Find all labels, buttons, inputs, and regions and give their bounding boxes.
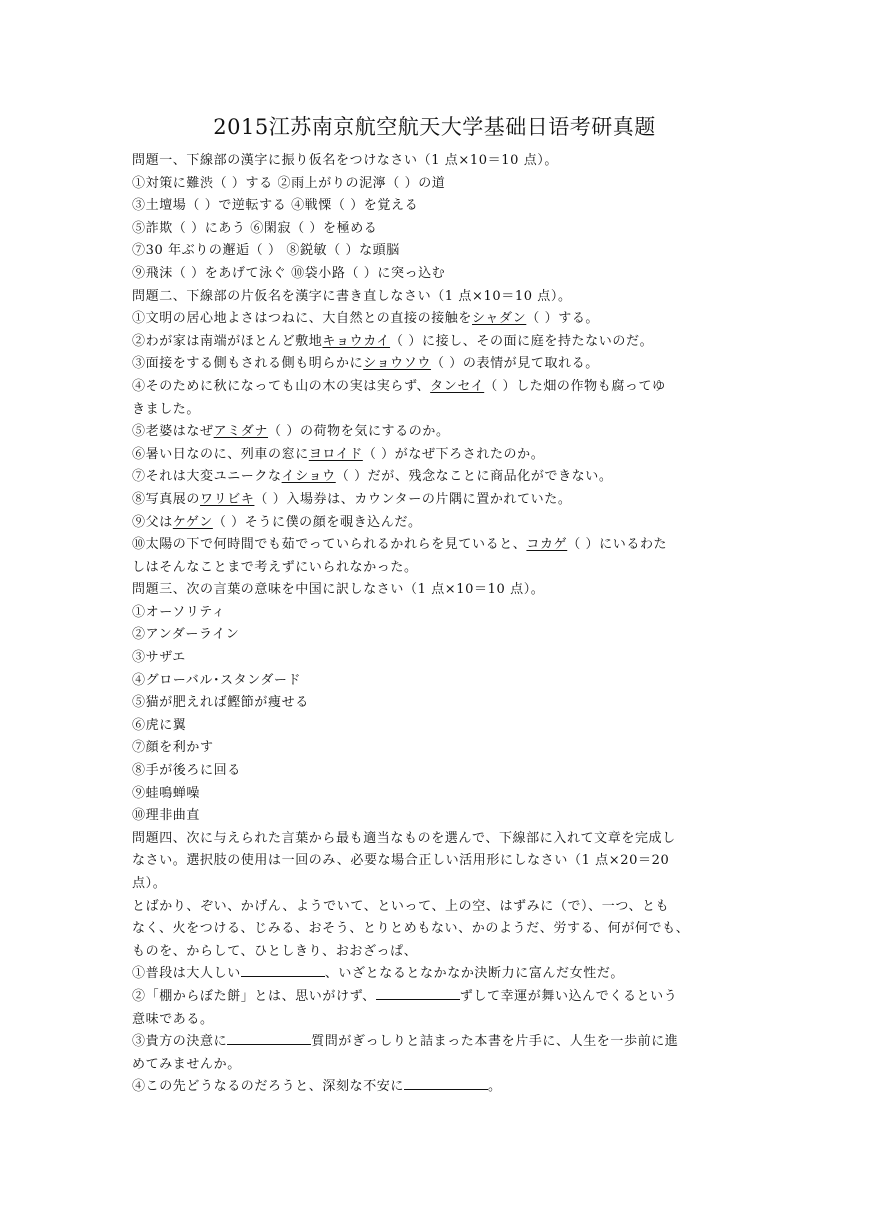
q3-item: ③サザエ: [132, 650, 186, 666]
q2-item-underlined-word: コカゲ: [526, 537, 568, 553]
q4-item-post: 。: [488, 1079, 502, 1095]
q2-item-continuation: [132, 399, 744, 422]
q2-item-underlined-word: ショウソウ: [363, 356, 431, 372]
q3-item: ⑤猫が肥えれば鰹節が痩せる: [132, 695, 309, 711]
q2-item-post: （ ）そうに僕の顔を覗き込んだ。: [212, 514, 422, 530]
q1-item-line: ⑤詐欺（ ）にあう ⑥閑寂（ ）を極める: [132, 220, 378, 236]
q2-item-pre: しはそんなことまで考えずにいられなかった。: [132, 559, 418, 575]
q4-choice-list: とばかり、ぞい、かげん、ようでいて、といって、上の空、はずみに（で）、一つ、とも: [132, 898, 670, 914]
q2-item: [132, 466, 744, 489]
q3-item: ⑨蛙鳴蝉噪: [132, 785, 201, 801]
q2-item-post: （ ）だが、残念なことに商品化ができない。: [335, 469, 613, 485]
q2-item: [132, 421, 744, 444]
q3-item: ④グローバル･スタンダード: [132, 672, 302, 688]
q2-item: [132, 444, 744, 467]
q2-item: [132, 534, 744, 557]
q2-item-post: （ ）に接し、その面に庭を持たないのだ。: [390, 333, 654, 349]
q2-item-post: （ ）する。: [526, 311, 600, 327]
q4-item-post: 質問がぎっしりと詰まった本書を片手に、人生を一歩前に進: [311, 1034, 679, 1050]
q2-item: [132, 512, 744, 535]
q2-item: [132, 489, 744, 512]
q2-item-underlined-word: ケゲン: [172, 514, 213, 530]
document-title: 2015江苏南京航空航天大学基础日语考研真题: [213, 115, 656, 139]
answer-blank[interactable]: [376, 987, 460, 1000]
q4-item-continuation: [132, 1054, 744, 1077]
q2-item-underlined-word: シャダン: [472, 311, 527, 327]
q2-item-pre: ⑥暑い日なのに、列車の窓に: [132, 446, 309, 462]
q1-item-line: ①対策に難渋（ ）する ②雨上がりの泥濘（ ）の道: [132, 175, 446, 191]
q1-item-line: ③土壇場（ ）で逆転する ④戦慄（ ）を覚える: [132, 198, 419, 214]
q1-item-line: ⑦30 年ぶりの邂逅（ ） ⑧鋭敏（ ）な頭脳: [132, 243, 400, 259]
q4-item: [132, 1031, 744, 1054]
q1-item-line: ⑨飛沫（ ）をあげて泳ぐ ⑩袋小路（ ）に突っ込む: [132, 265, 446, 281]
q2-item-underlined-word: アミダナ: [213, 424, 269, 440]
q2-item-pre: ④そのために秋になっても山の木の実は実らず、: [132, 378, 431, 394]
q2-item-underlined-word: イショウ: [281, 469, 336, 485]
q4-item-continuation: [132, 1009, 744, 1032]
q2-item-post: （ ）した畑の作物も腐ってゆ: [484, 378, 666, 394]
q2-item-pre: ⑧写真展の: [132, 491, 201, 507]
q4-item-pre: ④この先どうなるのだろうと、深刻な不安に: [132, 1079, 405, 1095]
q2-item-underlined-word: タンセイ: [430, 378, 485, 394]
q2-item: [132, 308, 744, 331]
q4-item-pre: ③貴方の決意に: [132, 1034, 228, 1050]
q4-item: [132, 1076, 744, 1099]
q3-heading: 問題三、次の言葉の意味を中国に訳しなさい（1 点×10＝10 点）。: [132, 582, 545, 598]
q3-item: ⑦顔を利かす: [132, 740, 214, 756]
q3-item: ②アンダーライン: [132, 627, 240, 643]
q2-item-post: （ ）の荷物を気にするのか。: [268, 424, 450, 440]
q2-item-underlined-word: ヨロイド: [308, 446, 363, 462]
q2-item-pre: ⑦それは大変ユニークな: [132, 469, 282, 485]
q2-item: [132, 353, 744, 376]
q2-item-pre: ①文明の居心地よさはつねに、大自然との直接の接触を: [132, 311, 473, 327]
q4-item-post: ずして幸運が舞い込んでくるという: [459, 988, 678, 1004]
q2-item-pre: ⑨父は: [132, 514, 173, 530]
q2-item-continuation: [132, 557, 744, 580]
q4-heading: なさい。選択肢の使用は一回のみ、必要な場合正しい活用形にしなさい（1 点×20＝20: [132, 853, 670, 869]
document-body: [132, 150, 744, 1099]
answer-blank[interactable]: [404, 1077, 488, 1090]
q1-heading: 問題一、下線部の漢字に振り仮名をつけなさい（1 点×10＝10 点）。: [132, 153, 559, 168]
q4-item-pre: めてみませんか。: [132, 1056, 241, 1072]
q4-item: [132, 963, 744, 986]
q2-item-pre: ⑩太陽の下で何時間でも茹でっていられるかれらを見ていると、: [132, 537, 527, 553]
q4-heading: 問題四、次に与えられた言葉から最も適当なものを選んで、下線部に入れて文章を完成し: [132, 830, 676, 846]
q2-item-underlined-word: ワリビキ: [200, 491, 255, 507]
q2-item: [132, 376, 744, 399]
q3-item: ①オーソリティ: [132, 604, 226, 620]
q2-item-underlined-word: キョウカイ: [322, 333, 391, 349]
q2-item-pre: きました。: [132, 401, 201, 417]
q4-item-pre: ①普段は大人しい: [132, 966, 241, 982]
q4-item: [132, 986, 744, 1009]
q4-item-post: 、いざとなるとなかなか決断力に富んだ女性だ。: [324, 966, 625, 982]
q2-item-post: （ ）がなぜ下ろされたのか。: [362, 446, 545, 462]
q2-item-pre: ⑤老婆はなぜ: [132, 424, 214, 440]
q4-choice-list: ものを、からして、ひとしきり、おおざっぱ、: [132, 943, 418, 959]
q3-item: ⑩理非曲直: [132, 808, 201, 824]
q4-item-pre: ②「棚からぼた餅」とは、思いがけず、: [132, 988, 376, 1004]
q4-choice-list: なく、火をつける、じみる、おそう、とりとめもない、かのようだ、労する、何が何でも、: [132, 921, 690, 937]
q3-item: ⑧手が後ろに回る: [132, 763, 241, 779]
q2-item-pre: ②わが家は南端がほとんど敷地: [132, 333, 323, 349]
q4-item-pre: 意味である。: [132, 1011, 214, 1027]
answer-blank[interactable]: [227, 1032, 311, 1045]
q2-item: [132, 331, 744, 354]
q4-heading: 点）。: [132, 876, 167, 891]
q3-item: ⑥虎に翼: [132, 717, 187, 733]
q2-item-post: （ ）にいるわた: [567, 537, 668, 553]
answer-blank[interactable]: [241, 964, 325, 977]
q2-item-pre: ③面接をする側もされる側も明らかに: [132, 356, 364, 372]
q2-item-post: （ ）の表情が見て取れる。: [430, 356, 599, 372]
q2-item-post: （ ）入場券は、カウンターの片隅に置かれていた。: [254, 491, 572, 507]
q2-heading: 問題二、下線部の片仮名を漢字に書き直しなさい（1 点×10＝10 点）。: [132, 288, 572, 304]
